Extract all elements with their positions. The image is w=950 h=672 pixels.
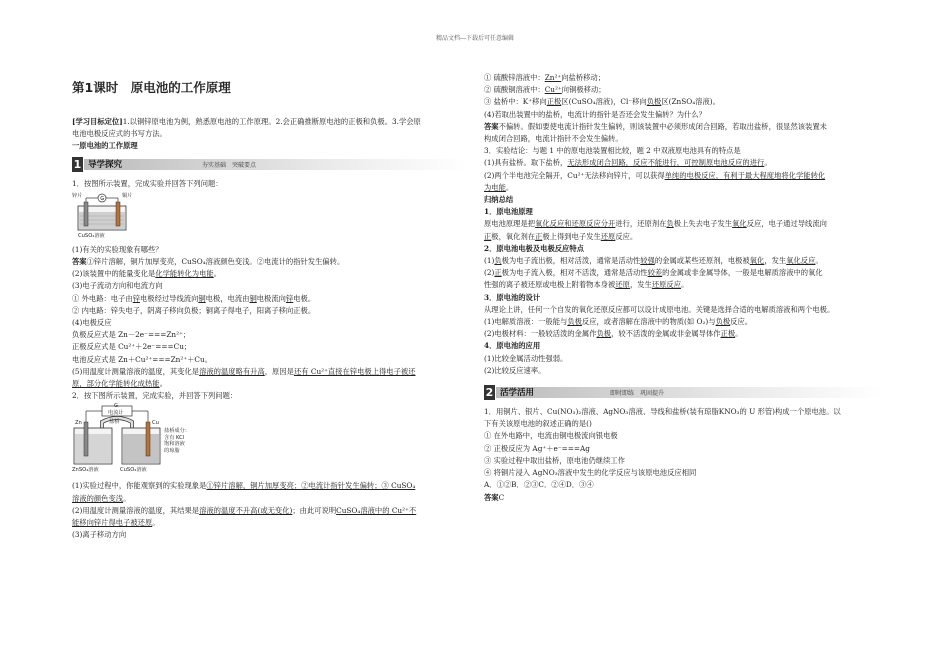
summary-2-2: (2)正极为电子流入极，相对不活泼，通常是活动性较差的金属或非金属导体，一般是电解质溶液中的氧化: [484, 268, 823, 278]
label-copper: 铜片: [122, 192, 133, 199]
ion-movement-1: ① 硫酸锌溶液中：Zn²⁺向盐桥移动；: [484, 73, 606, 82]
question-1-3: (3)电子流动方向和电流方向: [72, 281, 163, 291]
summary-4-1: (1)比较金属活动性强弱。: [484, 353, 568, 363]
question-1-5-cont: 原，部分化学能转化成热能。: [72, 379, 167, 389]
lesson-title: 第1课时 原电池的工作原理: [72, 80, 231, 95]
question-1-1: (1)有关的实验现象有哪些？: [72, 244, 163, 254]
label-solution: CuSO₄溶液: [78, 232, 105, 239]
question-3: 3．实验结论：与题 1 中的原电池装置相比较，题 2 中双液原电池具有的特点是: [484, 146, 741, 156]
question-2: 2．按下图所示装置，完成实验，并回答下列问题：: [72, 391, 238, 401]
banner-practice: 2 活学活用 即时即练 巩固提升: [484, 385, 882, 400]
question-3-2: (2)两个半电池完全隔开，Cu²⁺无法移向锌片，可以获得单纯的电极反应，有利于最大程度地将化学能转化: [484, 170, 826, 180]
figure-zn-cu-cell: [72, 192, 467, 240]
summary-heading: 归纳总结: [484, 195, 514, 205]
question-2-1: (1)实验过程中，你能观察到的实验现象是①锌片溶解，铜片加厚变亮；②电流计指针发生偏转；③ CuSO₄: [72, 481, 416, 491]
label-cu: Cu: [152, 420, 159, 427]
label-g: G: [114, 403, 119, 410]
practice-choices: A．①②B．②③C．②④D．③④: [484, 480, 594, 490]
label-zinc: 锌片: [72, 192, 83, 199]
positive-electrode-equation: 正极反应式是 Cu²⁺＋2e⁻===Cu；: [72, 342, 192, 352]
summary-1-text-cont: 正极，氧化剂在正极上得到电子发生还原反应。: [484, 231, 638, 241]
question-2-2-cont: 能移向锌片得电子被还原。: [72, 518, 160, 528]
summary-3-1: (1)电解质溶液：一般能与负极反应，或者溶解在溶液中的物质(如 O₂)与负极反应。: [484, 317, 753, 327]
practice-option-4: ④ 将铜片浸入 AgNO₃溶液中发生的化学反应与该原电池反应相同: [484, 468, 697, 478]
salt-bridge-note: 盐桥成分： 含有 KCl 饱和溶液 的琼脂: [164, 428, 190, 454]
ion-movement-2: ② 硫酸铜溶液中：Cu²⁺向铜极移动；: [484, 85, 606, 95]
question-3-1: (1)具有盐桥。取下盐桥，无法形成闭合回路，反应不能进行，可控制原电池反应的进行。: [484, 158, 772, 168]
external-circuit: ① 外电路：电子由锌电极经过导线流向铜电极，电流由铜电极流向锌电极。: [72, 293, 316, 303]
cell-equation: 电池反应式是 Zn＋Cu²⁺===Zn²⁺＋Cu。: [72, 354, 212, 364]
answer: 答案①锌片溶解，铜片加厚变亮，CuSO₄溶液颜色变浅。②电流计的指针发生偏转。: [72, 257, 345, 267]
figure-salt-bridge-cell: [72, 404, 467, 476]
label-cuso4: CuSO₄溶液: [120, 467, 147, 474]
summary-2-heading: 2．原电池电极及电极反应特点: [484, 243, 584, 253]
answer-cont: 构成闭合回路，电流计指针不会发生偏转。: [484, 134, 623, 144]
negative-electrode-equation: 负极反应式是 Zn－2e⁻===Zn²⁺；: [72, 330, 191, 340]
summary-3-text: 从理论上讲，任何一个自发的氧化还原反应都可以设计成原电池。关键是选择合适的电解质溶液和两个电极。: [484, 304, 835, 314]
label-znso4: ZnSO₄溶液: [72, 467, 99, 474]
question-1: 1．按图所示装置，完成实验并回答下列问题：: [72, 178, 223, 188]
objective-line: 电池电极反应式的书写方法。: [72, 129, 167, 139]
summary-4-2: (2)比较反应速率。: [484, 365, 546, 375]
section-heading: 一原电池的工作原理: [72, 141, 138, 151]
question-1-5: (5)用温度计测量溶液的温度，其变化是溶液的温度略有升高，原因是还有 Cu²⁺直接在锌电极上得电子被还: [72, 366, 416, 376]
right-column: [484, 72, 882, 504]
practice-1-cont: 下有关该原电池的叙述正确的是(): [484, 419, 592, 429]
practice-answer: 答案C: [484, 492, 505, 502]
question-2-3: (3)离子移动方向: [72, 530, 127, 540]
page-header: 精品文档---下载后可任意编辑: [435, 35, 515, 42]
summary-3-2: (2)电极材料：一般较活泼的金属作负极，较不活泼的金属或非金属导体作正极。: [484, 329, 743, 339]
summary-2-2-cont: 性强的离子被还原或电极上附着物本身被还原，发生还原反应。: [484, 280, 689, 290]
practice-option-2: ② 正极反应为 Ag⁺＋e⁻===Ag: [484, 443, 590, 453]
banner-guided-inquiry: 1 导学探究 夯实基础 突破要点: [72, 157, 467, 172]
question-2-1-cont: 溶液的颜色变浅。: [72, 493, 131, 503]
question-2-4: (4)若取出装置中的盐桥，电流计的指针是否还会发生偏转？为什么？: [484, 109, 706, 119]
practice-option-1: ① 在外电路中，电流由铜电极流向银电极: [484, 431, 618, 441]
practice-1: 1．用铜片、银片、Cu(NO₃)₂溶液、AgNO₃溶液、导线和盐桥(装有琼脂KNO₃的 U 形管)构成一个原电池。以: [484, 407, 841, 417]
ion-movement-3: ③ 盐桥中：K⁺移向正极区(CuSO₄溶液)，Cl⁻移向负极区(ZnSO₄溶液)。: [484, 97, 720, 107]
practice-option-3: ③ 实验过程中取出盐桥，原电池仍继续工作: [484, 455, 625, 465]
summary-4-heading: 4．原电池的应用: [484, 341, 541, 351]
summary-2-1: (1)负极为电子流出极，相对活泼，通常是活动性较强的金属或某些还原剂，电极被氧化，发生氧化反应。: [484, 256, 823, 266]
label-salt-bridge: 盐桥: [109, 419, 120, 426]
summary-1-heading: 1．原电池原理: [484, 207, 533, 217]
svg-text:G: G: [100, 195, 105, 202]
question-1-4: (4)电极反应: [72, 318, 112, 328]
label-meter: 电流计: [108, 410, 124, 417]
question-3-2-cont: 为电能。: [484, 182, 514, 192]
label-zn: Zn: [75, 420, 82, 427]
internal-circuit: ② 内电路：锌失电子，阴离子移向负极；铜离子得电子，阳离子移向正极。: [72, 305, 316, 315]
objective-line: [学习目标定位]1.以铜锌原电池为例，熟悉原电池的工作原理。2.会正确推断原电池的正极和负极。3.学会原: [72, 117, 421, 126]
left-column: [72, 72, 467, 541]
answer: 答案不偏转。假如要使电流计指针发生偏转，则该装置中必须形成闭合回路，若取出盐桥，很显然该装置未: [484, 121, 827, 131]
summary-3-heading: 3．原电池的设计: [484, 292, 541, 302]
question-1-2: (2)该装置中的能量变化是化学能转化为电能。: [72, 269, 221, 279]
question-2-2: (2)用温度计测量溶液的温度，其结果是溶液的温度不升高(或无变化)；由此可说明CuSO₄溶液中的 Cu²⁺不: [72, 505, 417, 515]
summary-1-text: 原电池原理是把氧化反应和还原反应分开进行，还原剂在负极上失去电子发生氧化反应，电子通过导线流向: [484, 219, 827, 229]
